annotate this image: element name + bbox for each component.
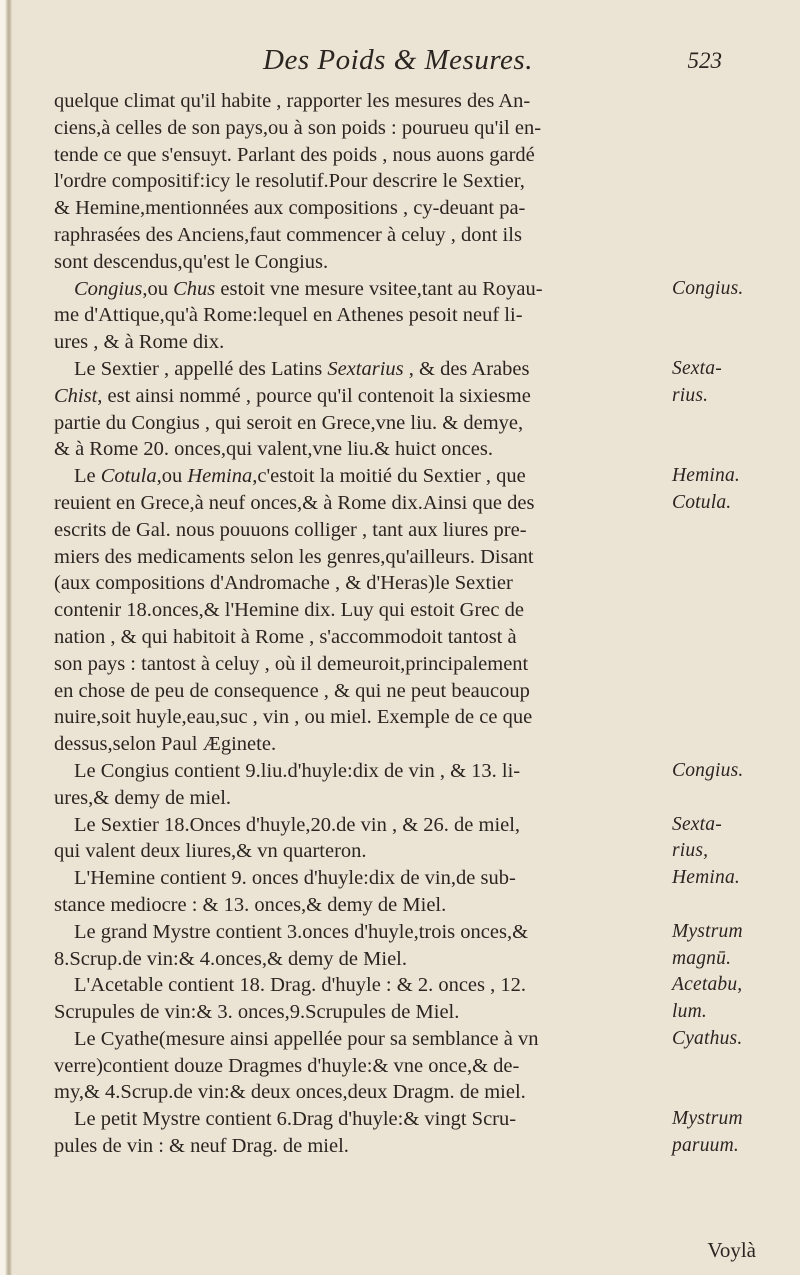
- text-segment: ,ou: [156, 465, 188, 488]
- text-line: [54, 651, 706, 678]
- text-segment: Le Sextier 18.Onces d'huyle,20.de vin , & 26. de miel,: [74, 813, 521, 836]
- text-line: [54, 168, 706, 195]
- text-segment: me d'Attique,qu'à Rome:lequel en Athenes pesoit neuf li-: [54, 304, 523, 327]
- text-line: [54, 1133, 739, 1160]
- text-line: [54, 704, 706, 731]
- text-segment: Le Sextier , appellé des Latins: [74, 357, 328, 380]
- margin-note: Sexta-: [672, 357, 722, 379]
- text-line: [54, 88, 706, 115]
- margin-note: Hemina.: [672, 465, 741, 487]
- text-line: [54, 142, 706, 169]
- text-segment: partie du Congius , qui seroit en Grece,vne liu. & demye,: [54, 411, 524, 434]
- text-line: [54, 490, 732, 517]
- text-line: [54, 222, 706, 249]
- text-line: [54, 919, 743, 946]
- text-segment: my,& 4.Scrup.de vin:& deux onces,deux Dragm. de miel.: [54, 1081, 526, 1104]
- margin-note: Hemina.: [672, 867, 741, 889]
- margin-note: paruum.: [672, 1135, 739, 1157]
- margin-note: rius.: [672, 384, 709, 406]
- text-line: [54, 865, 741, 892]
- text-segment: ures,& demy de miel.: [54, 786, 232, 809]
- text-line: [54, 329, 706, 356]
- text-line: [54, 597, 706, 624]
- text-line: [54, 999, 706, 1026]
- text-segment: , est ainsi nommé , pource qu'il contenoit la sixiesme: [97, 384, 531, 407]
- italic-term: Sextarius: [327, 357, 404, 380]
- text-segment: stance mediocre : & 13. onces,& demy de Miel.: [54, 893, 447, 916]
- margin-note: magnū.: [672, 947, 732, 969]
- text-segment: raphrasées des Anciens,faut commencer à celuy , dont ils: [54, 223, 522, 246]
- text-line: [54, 276, 744, 303]
- text-segment: dessus,selon Paul Æginete.: [54, 733, 277, 756]
- text-line: [54, 115, 706, 142]
- margin-note: Cyathus.: [672, 1027, 743, 1049]
- text-segment: contenir 18.onces,& l'Hemine dix. Luy qui estoit Grec de: [54, 599, 524, 622]
- text-segment: ,ou: [142, 277, 174, 300]
- text-segment: Le petit Mystre contient 6.Drag d'huyle:& vingt Scru-: [74, 1108, 517, 1131]
- text-line: [54, 195, 706, 222]
- text-line: [54, 463, 741, 490]
- text-segment: nation , & qui habitoit à Rome , s'accommodoit tantost à: [54, 625, 517, 648]
- text-line: [54, 517, 706, 544]
- text-line: [54, 1026, 743, 1053]
- text-line: [54, 410, 706, 437]
- text-segment: L'Hemine contient 9. onces d'huyle:dix de vin,de sub-: [74, 867, 516, 890]
- margin-note: rius,: [672, 840, 709, 862]
- text-segment: l'ordre compositif:icy le resolutif.Pour descrire le Sextier,: [54, 170, 525, 193]
- margin-note: Mystrum: [672, 920, 743, 942]
- running-head: Des Poids & Mesures.: [263, 44, 533, 76]
- text-segment: miers des medicaments selon les genres,qu'ailleurs. Disant: [54, 545, 534, 568]
- page-number: 523: [687, 48, 722, 73]
- text-segment: & Hemine,mentionnées aux compositions , cy-deuant pa-: [54, 197, 526, 220]
- text-segment: pules de vin : & neuf Drag. de miel.: [54, 1135, 349, 1158]
- text-line: [54, 544, 706, 571]
- italic-term: Chist: [54, 384, 98, 407]
- text-segment: , & des Arabes: [403, 357, 530, 380]
- text-line: [54, 812, 722, 839]
- text-segment: son pays : tantost à celuy , où il demeuroit,principalement: [54, 652, 529, 675]
- text-segment: Le Cyathe(mesure ainsi appellée pour sa semblance à vn: [74, 1027, 539, 1050]
- text-line: [54, 302, 706, 329]
- italic-term: Congius: [74, 277, 143, 300]
- text-line: [54, 356, 722, 383]
- text-line: [54, 383, 709, 410]
- margin-note: Congius.: [672, 277, 744, 299]
- margin-note: Acetabu,: [672, 974, 743, 996]
- text-line: [54, 758, 744, 785]
- text-line: [54, 678, 706, 705]
- text-segment: qui valent deux liures,& vn quarteron.: [54, 840, 367, 863]
- text-segment: quelque climat qu'il habite , rapporter les mesures des An-: [54, 90, 531, 112]
- text-line: [54, 946, 732, 973]
- text-segment: sont descendus,qu'est le Congius.: [54, 250, 329, 273]
- text-segment: Scrupules de vin:& 3. onces,9.Scrupules de Miel.: [54, 1001, 460, 1024]
- text-line: [54, 249, 706, 276]
- margin-note: Sexta-: [672, 813, 722, 835]
- text-line: [54, 1106, 743, 1133]
- text-segment: Le Congius contient 9.liu.d'huyle:dix de vin , & 13. li-: [74, 759, 521, 782]
- text-segment: Le: [74, 465, 101, 488]
- page-edge: [0, 0, 12, 1275]
- text-segment: 8.Scrup.de vin:& 4.onces,& demy de Miel.: [54, 947, 407, 970]
- margin-note: Mystrum: [672, 1108, 743, 1130]
- text-segment: tende ce que s'ensuyt. Parlant des poids , nous auons gardé: [54, 143, 535, 166]
- italic-term: Cotula: [100, 465, 157, 488]
- text-segment: & à Rome 20. onces,qui valent,vne liu.& huict onces.: [54, 438, 493, 461]
- text-line: [54, 624, 706, 651]
- text-line: [54, 892, 706, 919]
- text-segment: ciens,à celles de son pays,ou à son poids : pourueu qu'il en-: [54, 116, 542, 139]
- page-header: [62, 44, 734, 88]
- text-line: [54, 731, 706, 758]
- text-segment: verre)contient douze Dragmes d'huyle:& vne once,& de-: [54, 1054, 520, 1077]
- text-segment: en chose de peu de consequence , & qui ne peut beaucoup: [54, 679, 530, 702]
- body-text: [54, 88, 744, 1160]
- text-segment: Le grand Mystre contient 3.onces d'huyle,trois onces,&: [74, 920, 529, 943]
- text-segment: escrits de Gal. nous pouuons colliger , tant aux liures pre-: [54, 518, 527, 541]
- text-line: [54, 972, 743, 999]
- text-line: [54, 1053, 706, 1080]
- catchword: Voylà: [707, 1238, 756, 1262]
- text-line: [54, 570, 706, 597]
- text-segment: (aux compositions d'Andromache , & d'Heras)le Sextier: [54, 572, 513, 595]
- margin-note: Congius.: [672, 759, 744, 781]
- margin-note: Cotula.: [672, 491, 732, 513]
- text-line: [54, 785, 706, 812]
- text-segment: estoit vne mesure vsitee,tant au Royau-: [215, 277, 543, 300]
- text-line: [54, 838, 709, 865]
- italic-term: Hemina: [187, 465, 253, 488]
- text-segment: ures , & à Rome dix.: [54, 331, 225, 354]
- text-line: [54, 1079, 706, 1106]
- text-line: [54, 436, 706, 463]
- text-segment: L'Acetable contient 18. Drag. d'huyle : & 2. onces , 12.: [74, 974, 527, 997]
- italic-term: Chus: [173, 277, 216, 300]
- margin-note: lum.: [672, 1001, 707, 1023]
- text-segment: ,c'estoit la moitié du Sextier , que: [252, 465, 526, 488]
- text-segment: nuire,soit huyle,eau,suc , vin , ou miel. Exemple de ce que: [54, 706, 533, 729]
- text-segment: reuient en Grece,à neuf onces,& à Rome dix.Ainsi que des: [54, 491, 535, 514]
